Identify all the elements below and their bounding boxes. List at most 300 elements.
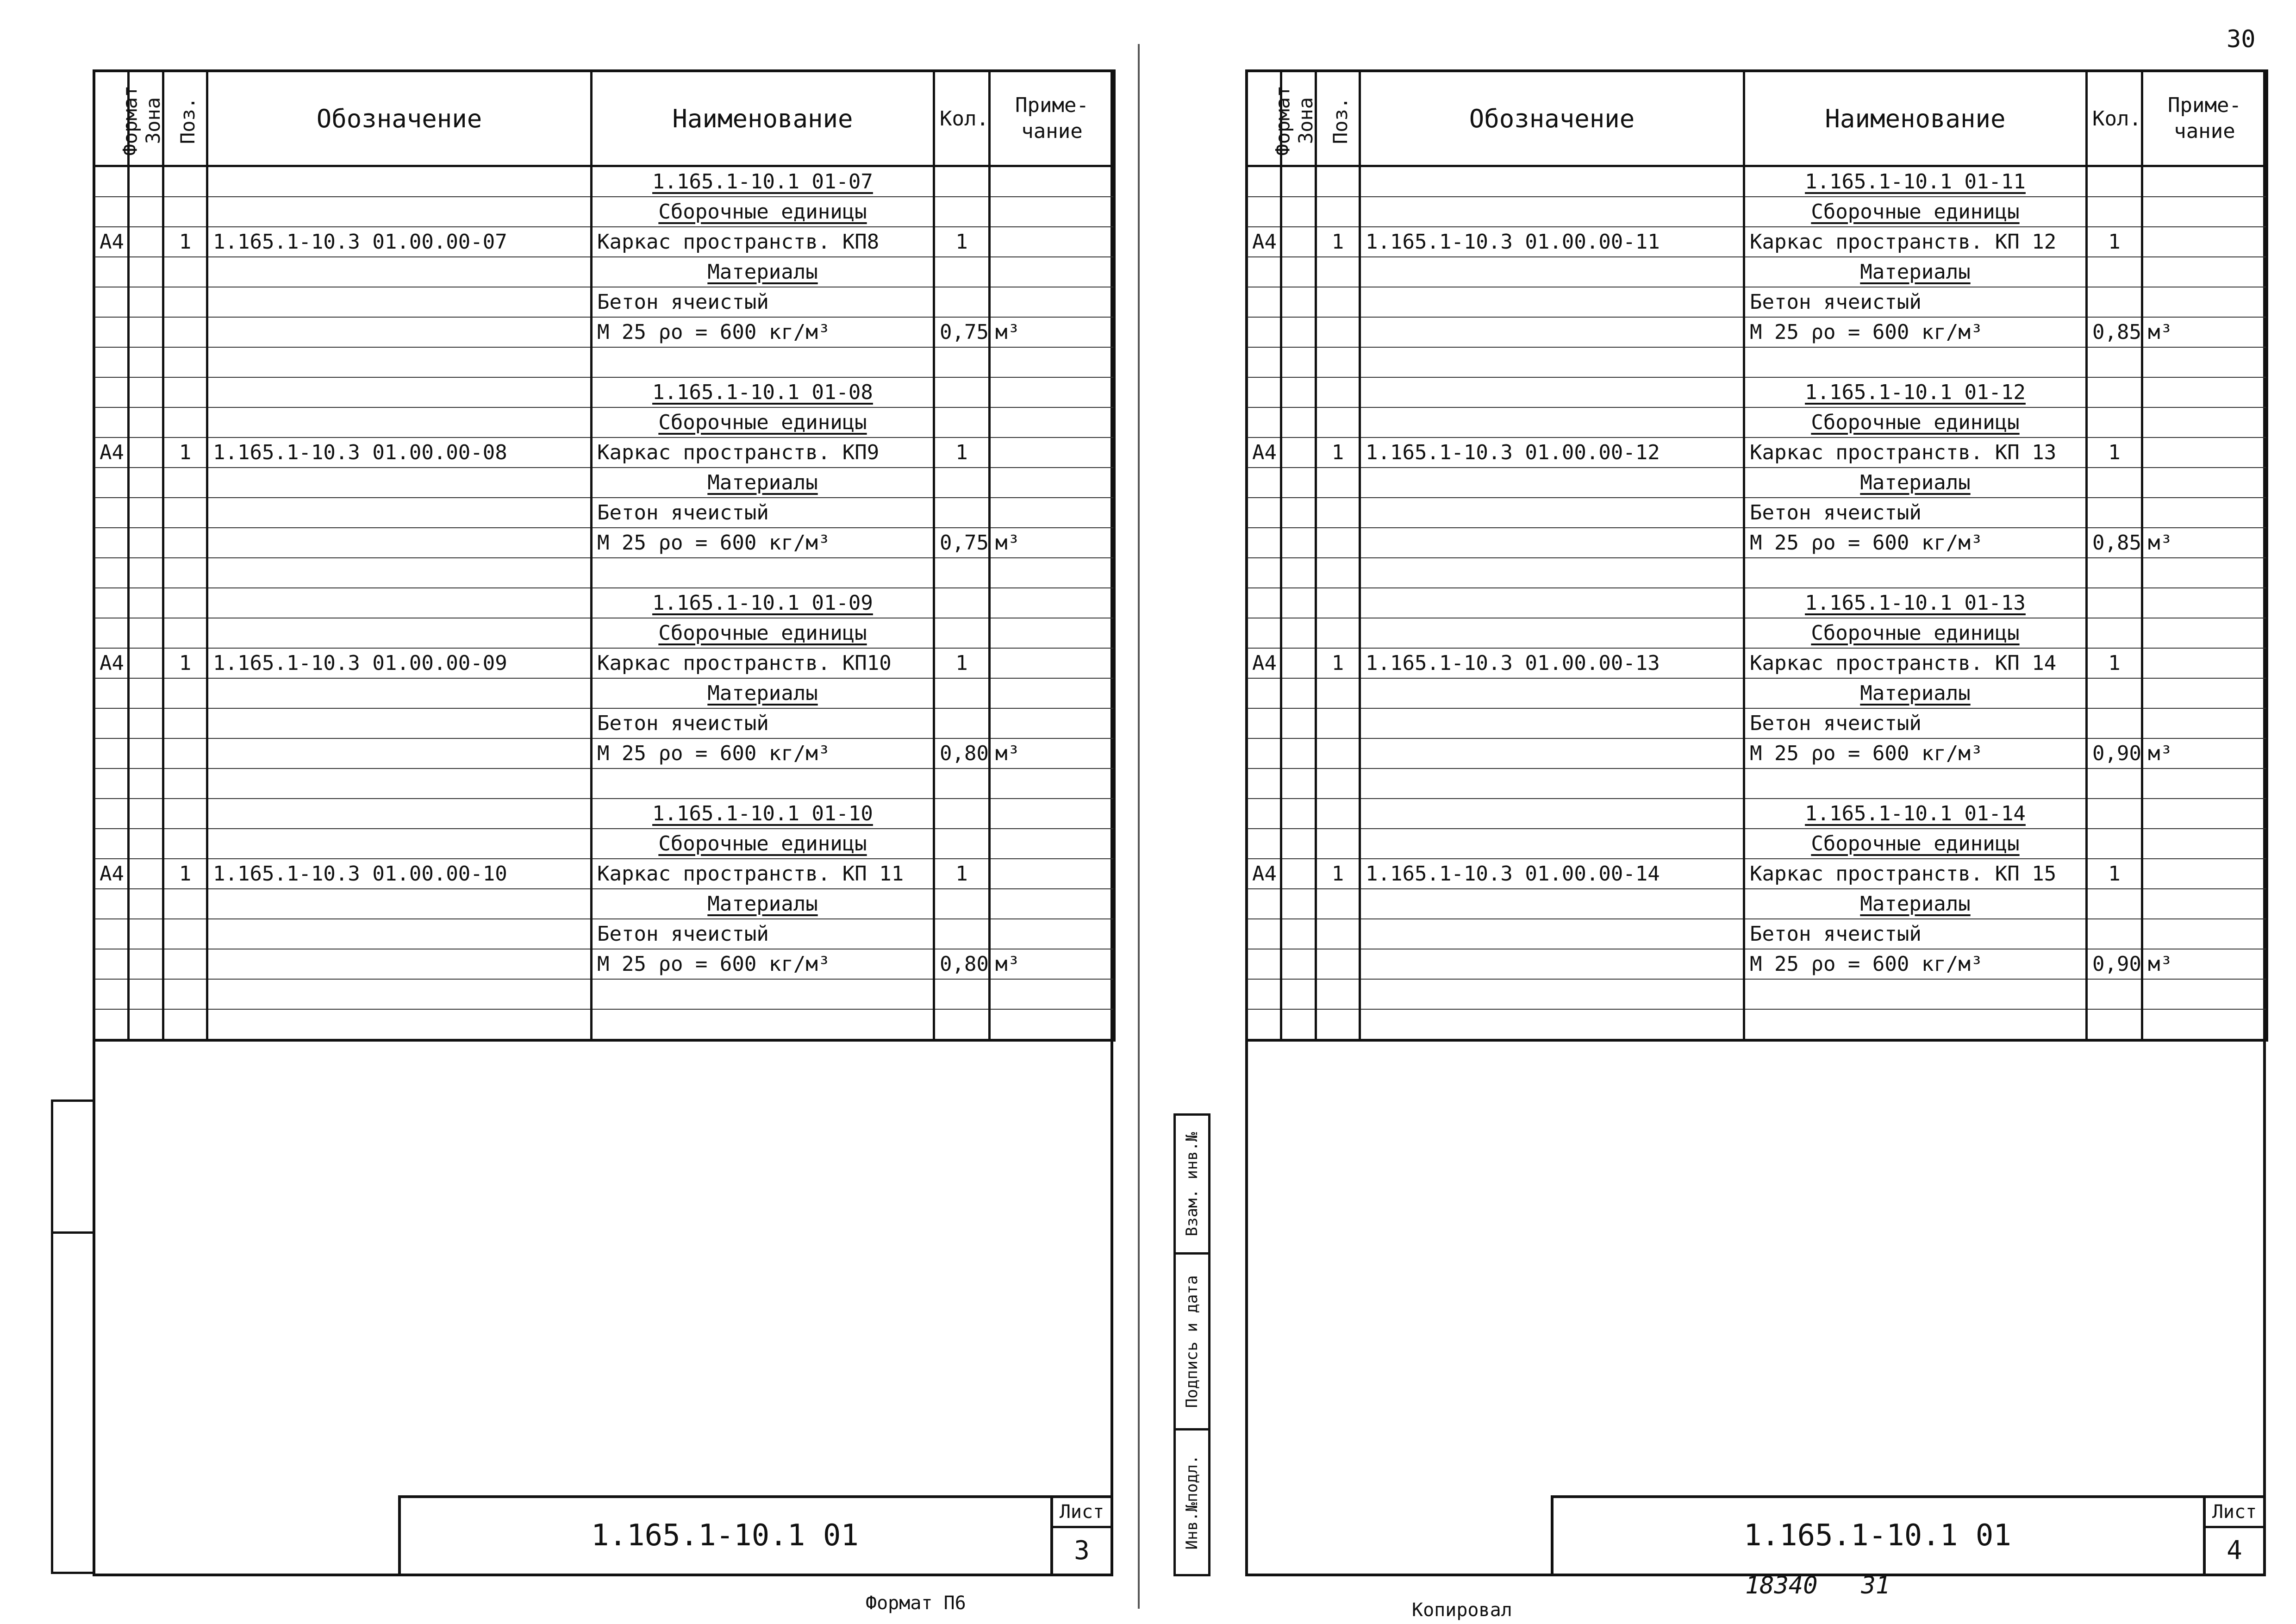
- cell-qty: 0,85: [2087, 528, 2142, 558]
- cell-note: [2142, 437, 2267, 468]
- cell-format: [1247, 197, 1281, 227]
- section-heading: Материалы: [1860, 260, 1971, 284]
- handwritten-number: 18340 31: [1745, 1572, 1890, 1599]
- cell-qty: [934, 979, 990, 1009]
- cell-note: [990, 437, 1115, 468]
- cell-designation: [207, 287, 592, 317]
- cell-pos: [163, 257, 207, 287]
- cell-qty: [2087, 407, 2142, 437]
- table-row: [1247, 558, 2267, 588]
- cell-zone: [129, 166, 163, 197]
- cell-designation: 1.165.1-10.3 01.00.00-10: [207, 859, 592, 889]
- cell-format: [94, 166, 129, 197]
- cell-pos: [163, 919, 207, 949]
- cell-qty: [934, 889, 990, 919]
- section-heading: Сборочные единицы: [658, 621, 867, 645]
- cell-pos: [163, 197, 207, 227]
- cell-zone: [1281, 197, 1316, 227]
- section-heading: 1.165.1-10.1 01-13: [1805, 591, 2026, 615]
- cell-note: м³: [990, 317, 1115, 347]
- cell-zone: [1281, 738, 1316, 768]
- table-row: [1247, 437, 2267, 468]
- cell-designation: 1.165.1-10.3 01.00.00-13: [1360, 648, 1744, 678]
- cell-name: Каркас пространств. КП 15: [1744, 859, 2087, 889]
- cell-name: [592, 979, 934, 1009]
- cell-note: [990, 166, 1115, 197]
- cell-note: [990, 768, 1115, 799]
- cell-qty: [934, 166, 990, 197]
- cell-name: [1744, 407, 2087, 437]
- cell-zone: [1281, 618, 1316, 648]
- cell-qty: [2087, 498, 2142, 528]
- cell-qty: [934, 407, 990, 437]
- cell-format: [94, 1009, 129, 1040]
- cell-note: [990, 829, 1115, 859]
- cell-qty: [2087, 558, 2142, 588]
- cell-note: м³: [990, 949, 1115, 979]
- cell-designation: [1360, 829, 1744, 859]
- header-designation: Обозначение: [1360, 71, 1744, 166]
- cell-name: Каркас пространств. КП8: [592, 227, 934, 257]
- table-row: [1247, 468, 2267, 498]
- cell-zone: [1281, 588, 1316, 618]
- margin-tick: [51, 1099, 95, 1102]
- section-heading: 1.165.1-10.1 01-12: [1805, 381, 2026, 404]
- footer-copied: Копировал: [1412, 1599, 1512, 1621]
- table-row: [94, 678, 1115, 708]
- cell-pos: [163, 829, 207, 859]
- cell-pos: [163, 768, 207, 799]
- cell-pos: 1: [1316, 648, 1360, 678]
- cell-zone: [129, 799, 163, 829]
- cell-pos: [163, 528, 207, 558]
- cell-pos: [1316, 287, 1360, 317]
- cell-zone: [129, 287, 163, 317]
- cell-designation: [207, 317, 592, 347]
- table-row: [94, 648, 1115, 678]
- cell-qty: [2087, 287, 2142, 317]
- table-row: [94, 829, 1115, 859]
- cell-zone: [129, 919, 163, 949]
- section-heading: Материалы: [707, 260, 818, 284]
- table-row: [1247, 407, 2267, 437]
- cell-format: [94, 528, 129, 558]
- cell-name: М 25 ρo = 600 кг/м³: [592, 949, 934, 979]
- cell-note: [2142, 979, 2267, 1009]
- cell-designation: [1360, 678, 1744, 708]
- cell-zone: [1281, 829, 1316, 859]
- section-heading: Сборочные единицы: [658, 411, 867, 434]
- cell-zone: [1281, 799, 1316, 829]
- header-qty: Кол.: [2087, 71, 2142, 166]
- cell-note: [990, 859, 1115, 889]
- cell-designation: [207, 528, 592, 558]
- cell-note: [2142, 558, 2267, 588]
- cell-note: [2142, 618, 2267, 648]
- cell-designation: [207, 768, 592, 799]
- cell-zone: [1281, 377, 1316, 407]
- table-row: [94, 347, 1115, 377]
- cell-pos: [1316, 889, 1360, 919]
- cell-format: [94, 588, 129, 618]
- table-row: [94, 708, 1115, 738]
- section-heading: 1.165.1-10.1 01-14: [1805, 802, 2026, 825]
- section-heading: Материалы: [1860, 471, 1971, 494]
- cell-pos: 1: [1316, 859, 1360, 889]
- cell-pos: [1316, 347, 1360, 377]
- cell-zone: [1281, 227, 1316, 257]
- cell-format: А4: [1247, 437, 1281, 468]
- cell-qty: 0,90: [2087, 949, 2142, 979]
- cell-note: [990, 588, 1115, 618]
- cell-qty: 0,90: [2087, 738, 2142, 768]
- cell-designation: 1.165.1-10.3 01.00.00-09: [207, 648, 592, 678]
- cell-format: [94, 799, 129, 829]
- cell-format: [1247, 257, 1281, 287]
- cell-designation: [207, 618, 592, 648]
- cell-qty: [2087, 708, 2142, 738]
- cell-name: [592, 618, 934, 648]
- section-heading: Сборочные единицы: [1811, 200, 2020, 224]
- cell-zone: [129, 678, 163, 708]
- cell-format: [1247, 498, 1281, 528]
- cell-name: Каркас пространств. КП 14: [1744, 648, 2087, 678]
- cell-pos: [1316, 919, 1360, 949]
- cell-designation: [1360, 738, 1744, 768]
- section-heading: Материалы: [1860, 892, 1971, 916]
- cell-name: М 25 ρo = 600 кг/м³: [1744, 738, 2087, 768]
- cell-zone: [129, 528, 163, 558]
- cell-note: [990, 287, 1115, 317]
- cell-pos: [1316, 588, 1360, 618]
- cell-pos: [163, 347, 207, 377]
- cell-qty: [934, 468, 990, 498]
- cell-zone: [1281, 859, 1316, 889]
- cell-note: [2142, 889, 2267, 919]
- table-row: [94, 859, 1115, 889]
- cell-zone: [1281, 678, 1316, 708]
- cell-pos: 1: [163, 227, 207, 257]
- cell-pos: [1316, 257, 1360, 287]
- cell-qty: 1: [934, 859, 990, 889]
- cell-designation: [1360, 498, 1744, 528]
- cell-pos: [1316, 829, 1360, 859]
- cell-name: [592, 347, 934, 377]
- cell-format: А4: [1247, 859, 1281, 889]
- table-row: [1247, 287, 2267, 317]
- sheet-right: [1245, 69, 2266, 1576]
- table-row: [94, 468, 1115, 498]
- cell-name: [1744, 768, 2087, 799]
- cell-zone: [129, 829, 163, 859]
- cell-format: [94, 558, 129, 588]
- title-block: [1551, 1495, 2266, 1576]
- cell-zone: [1281, 317, 1316, 347]
- table-row: [94, 227, 1115, 257]
- cell-format: [94, 407, 129, 437]
- cell-pos: [163, 1009, 207, 1040]
- cell-note: [2142, 166, 2267, 197]
- cell-qty: 0,80: [934, 738, 990, 768]
- cell-zone: [1281, 889, 1316, 919]
- cell-pos: [163, 979, 207, 1009]
- cell-zone: [1281, 468, 1316, 498]
- table-row: [94, 498, 1115, 528]
- cell-qty: [934, 919, 990, 949]
- cell-pos: [1316, 799, 1360, 829]
- cell-note: [990, 618, 1115, 648]
- table-row: [94, 919, 1115, 949]
- cell-zone: [129, 708, 163, 738]
- cell-pos: [1316, 407, 1360, 437]
- cell-format: [94, 738, 129, 768]
- cell-format: [1247, 317, 1281, 347]
- cell-pos: [163, 498, 207, 528]
- table-row: [1247, 919, 2267, 949]
- cell-note: [990, 257, 1115, 287]
- table-row: [1247, 859, 2267, 889]
- cell-format: [1247, 738, 1281, 768]
- cell-note: [990, 708, 1115, 738]
- cell-name: [1744, 166, 2087, 197]
- cell-note: [990, 979, 1115, 1009]
- cell-designation: [1360, 889, 1744, 919]
- cell-qty: [2087, 166, 2142, 197]
- cell-pos: [1316, 618, 1360, 648]
- cell-zone: [1281, 979, 1316, 1009]
- cell-name: М 25 ρo = 600 кг/м³: [592, 738, 934, 768]
- cell-name: [1744, 889, 2087, 919]
- table-row: [1247, 166, 2267, 197]
- cell-note: [2142, 287, 2267, 317]
- cell-qty: 1: [934, 437, 990, 468]
- cell-note: [2142, 227, 2267, 257]
- cell-pos: [1316, 197, 1360, 227]
- cell-name: Каркас пространств. КП10: [592, 648, 934, 678]
- cell-note: м³: [2142, 528, 2267, 558]
- cell-zone: [1281, 919, 1316, 949]
- cell-pos: [163, 799, 207, 829]
- cell-pos: [1316, 317, 1360, 347]
- document-code: 1.165.1-10.1 01: [591, 1518, 859, 1553]
- cell-pos: [163, 588, 207, 618]
- cell-name: [592, 558, 934, 588]
- cell-pos: 1: [163, 437, 207, 468]
- cell-pos: [163, 558, 207, 588]
- section-heading: 1.165.1-10.1 01-11: [1805, 170, 2026, 194]
- cell-format: [94, 618, 129, 648]
- cell-format: [94, 197, 129, 227]
- cell-format: [1247, 979, 1281, 1009]
- cell-format: [1247, 678, 1281, 708]
- table-row: [94, 738, 1115, 768]
- cell-pos: [1316, 979, 1360, 1009]
- cell-format: А4: [94, 227, 129, 257]
- section-heading: Сборочные единицы: [658, 200, 867, 224]
- cell-designation: [207, 979, 592, 1009]
- cell-designation: [1360, 166, 1744, 197]
- section-heading: Материалы: [707, 892, 818, 916]
- cell-format: [94, 979, 129, 1009]
- cell-qty: [2087, 678, 2142, 708]
- cell-pos: 1: [1316, 437, 1360, 468]
- cell-zone: [129, 618, 163, 648]
- cell-name: [592, 889, 934, 919]
- cell-note: [990, 889, 1115, 919]
- cell-name: [1744, 618, 2087, 648]
- cell-note: [2142, 919, 2267, 949]
- cell-zone: [129, 738, 163, 768]
- cell-format: [94, 889, 129, 919]
- cell-zone: [1281, 558, 1316, 588]
- cell-zone: [129, 648, 163, 678]
- cell-format: А4: [1247, 648, 1281, 678]
- cell-name: [1744, 558, 2087, 588]
- cell-zone: [129, 437, 163, 468]
- cell-qty: [934, 197, 990, 227]
- document-code: 1.165.1-10.1 01: [1744, 1518, 2011, 1553]
- header-format: Формат: [1247, 71, 1281, 166]
- section-heading: Сборочные единицы: [1811, 621, 2020, 645]
- cell-name: Бетон ячеистый: [1744, 287, 2087, 317]
- cell-designation: 1.165.1-10.3 01.00.00-14: [1360, 859, 1744, 889]
- cell-note: [990, 197, 1115, 227]
- table-row: [1247, 738, 2267, 768]
- cell-note: м³: [2142, 949, 2267, 979]
- spec-table: [1245, 69, 2268, 1042]
- header-zone: Зона: [129, 71, 163, 166]
- cell-designation: [207, 468, 592, 498]
- cell-format: [94, 377, 129, 407]
- cell-qty: 1: [2087, 227, 2142, 257]
- cell-pos: [1316, 498, 1360, 528]
- cell-note: [2142, 799, 2267, 829]
- cell-pos: [163, 317, 207, 347]
- section-heading: 1.165.1-10.1 01-10: [652, 802, 873, 825]
- cell-name: [592, 197, 934, 227]
- cell-designation: 1.165.1-10.3 01.00.00-07: [207, 227, 592, 257]
- table-row: [1247, 347, 2267, 377]
- cell-designation: 1.165.1-10.3 01.00.00-08: [207, 437, 592, 468]
- cell-name: [592, 166, 934, 197]
- cell-format: [1247, 166, 1281, 197]
- cell-zone: [129, 588, 163, 618]
- cell-name: Каркас пространств. КП 13: [1744, 437, 2087, 468]
- cell-zone: [1281, 708, 1316, 738]
- cell-qty: [2087, 618, 2142, 648]
- cell-note: [990, 678, 1115, 708]
- cell-qty: 0,80: [934, 949, 990, 979]
- section-heading: Материалы: [707, 471, 818, 494]
- cell-qty: [934, 678, 990, 708]
- spec-table: [93, 69, 1116, 1042]
- cell-qty: [2087, 799, 2142, 829]
- cell-designation: [1360, 919, 1744, 949]
- cell-format: [1247, 287, 1281, 317]
- cell-name: [1744, 979, 2087, 1009]
- cell-note: [2142, 1009, 2267, 1040]
- cell-designation: [207, 829, 592, 859]
- cell-name: М 25 ρo = 600 кг/м³: [1744, 949, 2087, 979]
- cell-qty: [934, 588, 990, 618]
- cell-note: [2142, 197, 2267, 227]
- table-row: [94, 1009, 1115, 1040]
- cell-zone: [129, 558, 163, 588]
- cell-zone: [129, 1009, 163, 1040]
- cell-name: М 25 ρo = 600 кг/м³: [1744, 317, 2087, 347]
- cell-name: [592, 768, 934, 799]
- cell-name: [1744, 468, 2087, 498]
- cell-pos: [163, 889, 207, 919]
- cell-qty: [2087, 919, 2142, 949]
- cell-designation: [207, 919, 592, 949]
- cell-pos: [163, 738, 207, 768]
- sheet-label: Лист: [2206, 1498, 2263, 1528]
- table-row: [94, 618, 1115, 648]
- strip-vzam-inv: Взам. инв.№: [1176, 1116, 1208, 1255]
- cell-zone: [129, 257, 163, 287]
- cell-zone: [129, 317, 163, 347]
- cell-qty: [934, 799, 990, 829]
- section-heading: 1.165.1-10.1 01-07: [652, 170, 873, 194]
- cell-qty: [2087, 588, 2142, 618]
- cell-designation: [1360, 618, 1744, 648]
- cell-name: [1744, 257, 2087, 287]
- cell-designation: [207, 197, 592, 227]
- cell-pos: [1316, 678, 1360, 708]
- cell-format: [1247, 949, 1281, 979]
- cell-format: [94, 708, 129, 738]
- table-row: [1247, 979, 2267, 1009]
- section-heading: Сборочные единицы: [1811, 832, 2020, 856]
- header-qty: Кол.: [934, 71, 990, 166]
- cell-name: Бетон ячеистый: [1744, 498, 2087, 528]
- cell-note: м³: [2142, 738, 2267, 768]
- header-name: Наименование: [592, 71, 934, 166]
- table-row: [1247, 949, 2267, 979]
- header-pos: Поз.: [163, 71, 207, 166]
- cell-designation: [207, 1009, 592, 1040]
- cell-qty: 0,75: [934, 528, 990, 558]
- cell-qty: 0,85: [2087, 317, 2142, 347]
- cell-pos: [1316, 468, 1360, 498]
- cell-qty: [2087, 377, 2142, 407]
- cell-name: [592, 678, 934, 708]
- table-row: [94, 768, 1115, 799]
- header-pos: Поз.: [1316, 71, 1360, 166]
- cell-name: [592, 1009, 934, 1040]
- cell-format: [1247, 768, 1281, 799]
- cell-format: [1247, 889, 1281, 919]
- cell-format: [1247, 919, 1281, 949]
- cell-note: [2142, 648, 2267, 678]
- sheet-label: Лист: [1053, 1498, 1111, 1528]
- table-row: [1247, 257, 2267, 287]
- cell-note: [2142, 377, 2267, 407]
- cell-qty: [934, 708, 990, 738]
- table-row: [1247, 227, 2267, 257]
- cell-qty: [2087, 889, 2142, 919]
- table-row: [1247, 708, 2267, 738]
- cell-zone: [129, 889, 163, 919]
- cell-note: м³: [2142, 317, 2267, 347]
- cell-designation: [1360, 287, 1744, 317]
- margin-tick: [51, 1572, 95, 1574]
- cell-designation: [207, 498, 592, 528]
- cell-zone: [1281, 648, 1316, 678]
- cell-name: [592, 257, 934, 287]
- table-row: [94, 287, 1115, 317]
